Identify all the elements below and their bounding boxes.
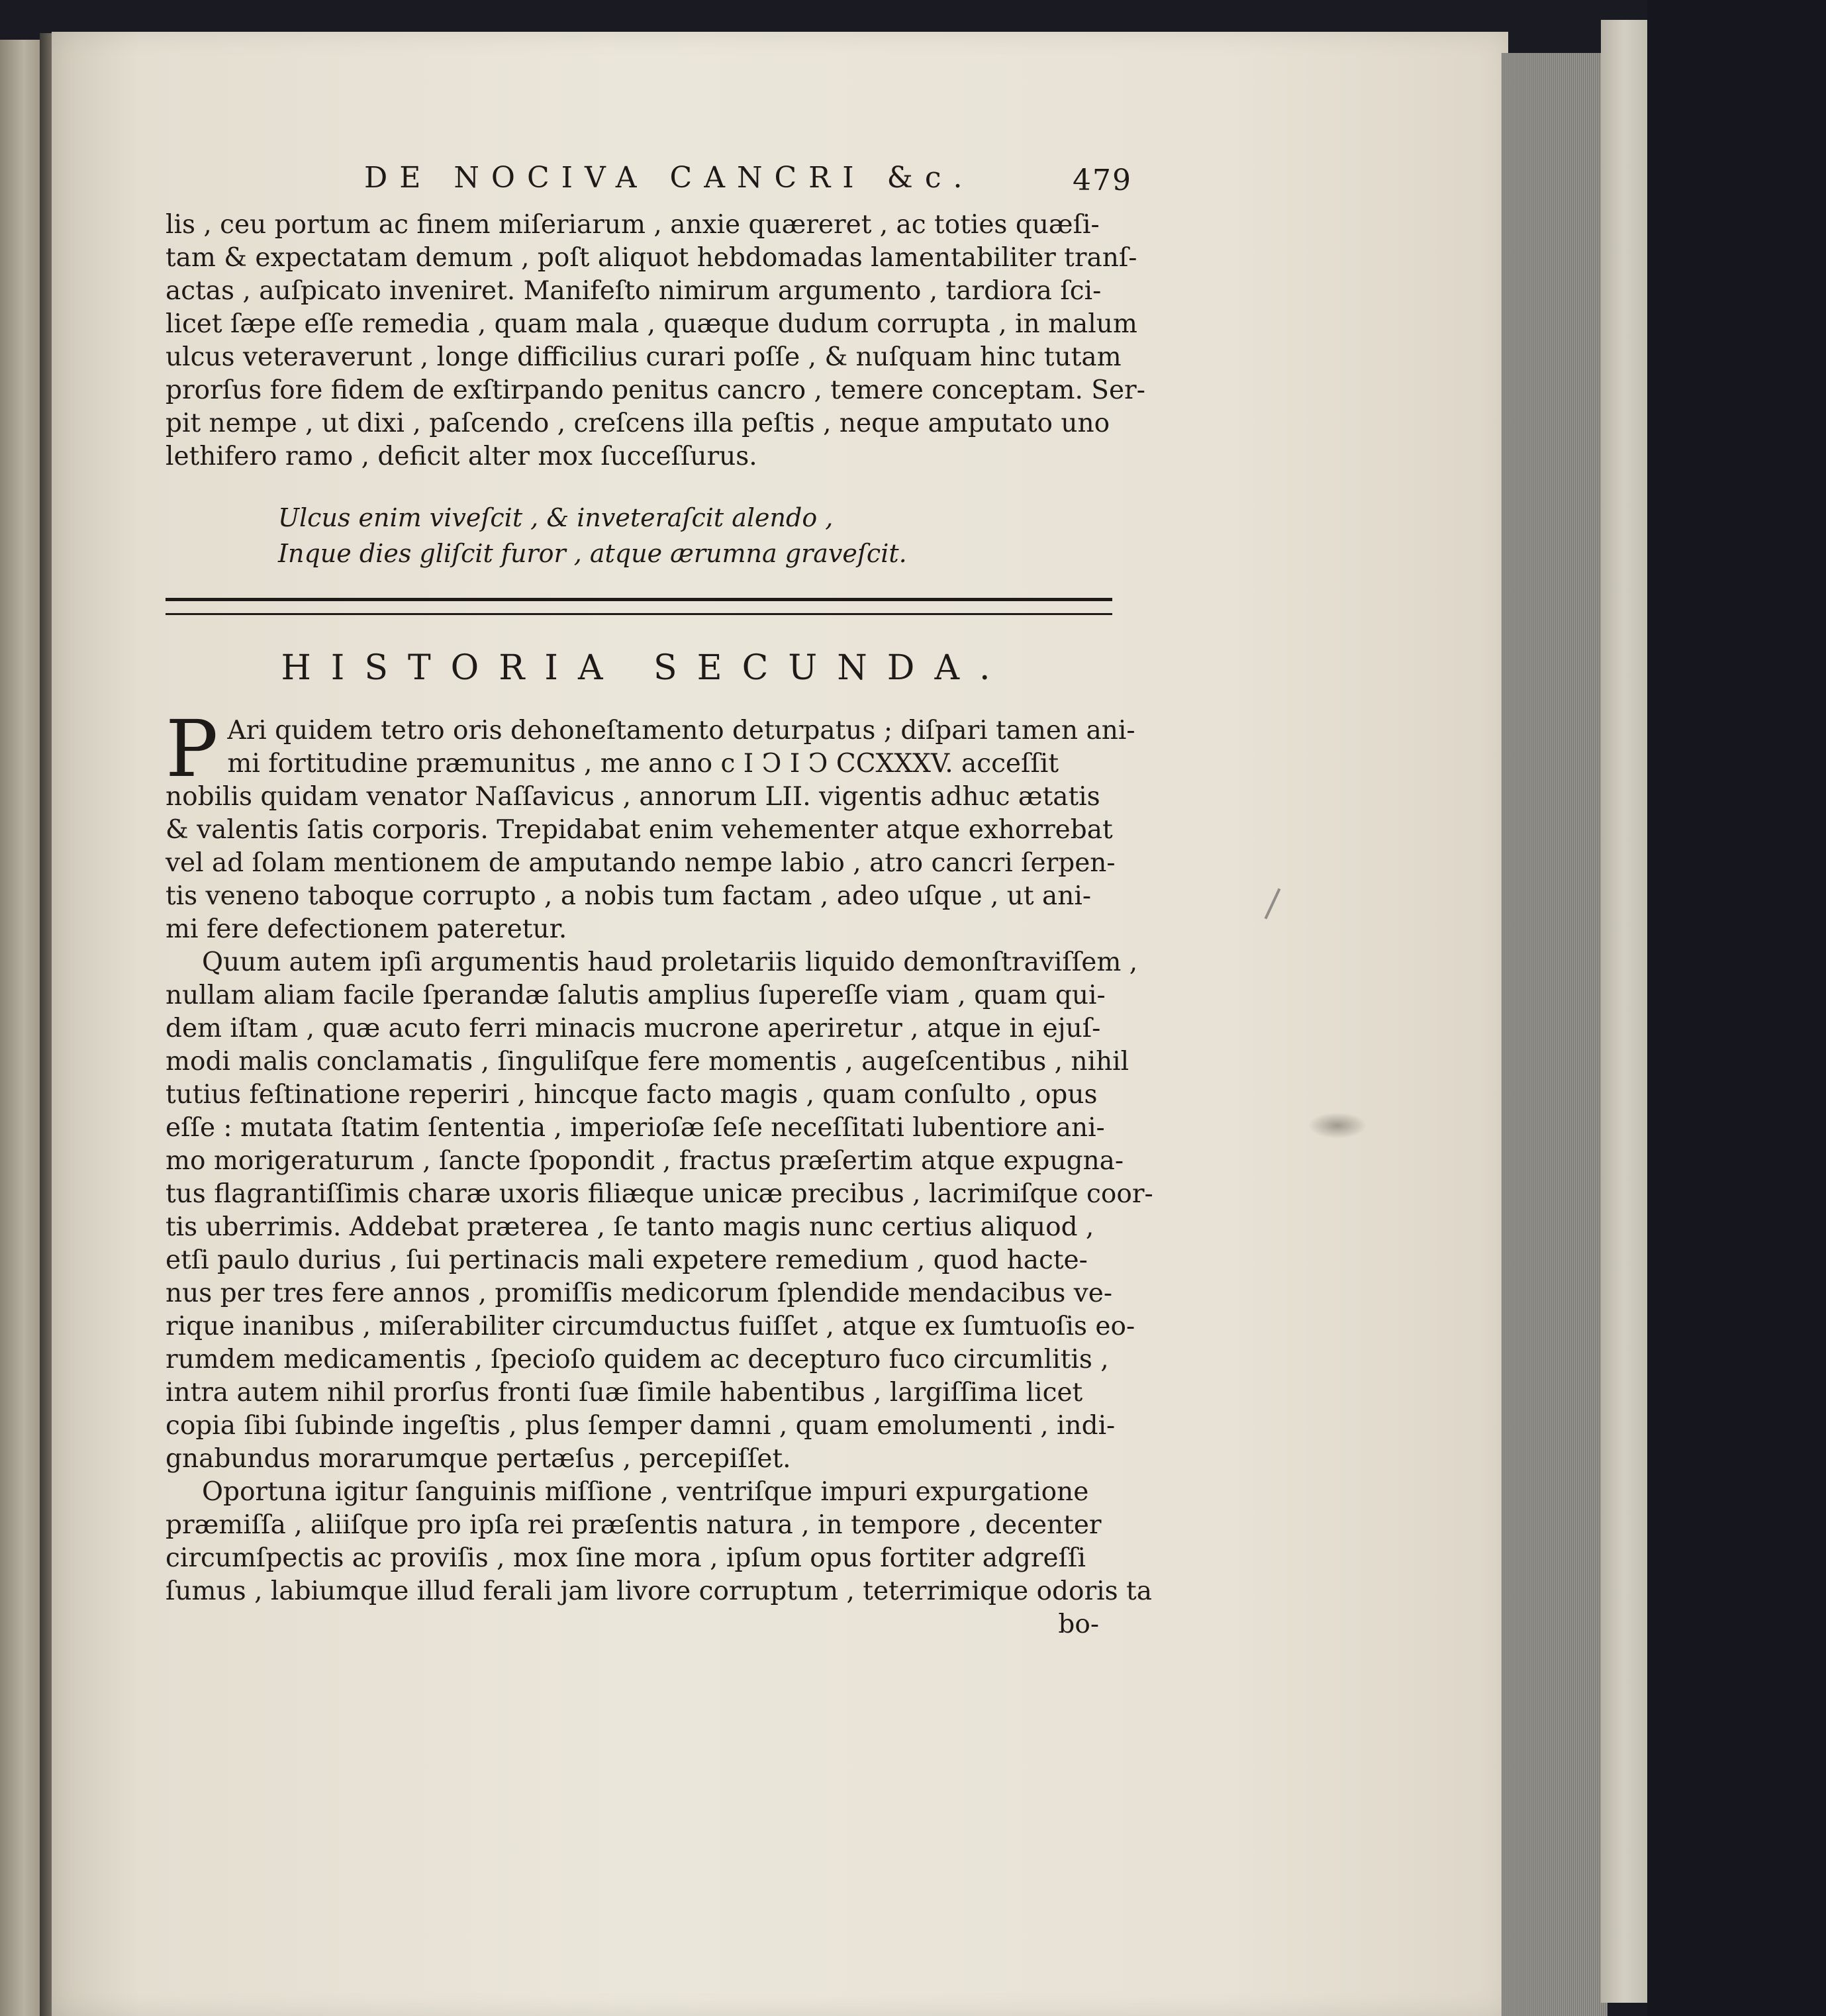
- second-paragraph: [166, 946, 1153, 1476]
- first-paragraph: [166, 703, 1135, 946]
- verse-quote: [278, 500, 1112, 571]
- text-line: tis uberrimis. Addebat præterea , ſe tanto magis nunc certius aliquod ,: [166, 1212, 1094, 1242]
- text-line: copia ſibi ſubinde ingeſtis , plus ſemper damni , quam emolumenti , indi-: [166, 1411, 1116, 1441]
- text-line: lethifero ramo , deficit alter mox ſucceſſurus.: [166, 442, 757, 471]
- text-line: ulcus veteraverunt , longe difficilius curari poſſe , & nuſquam hinc tutam: [166, 342, 1122, 372]
- drop-cap: P: [166, 703, 218, 794]
- text-line: nullam aliam facile ſperandæ ſalutis amplius ſupereſſe viam , quam qui-: [166, 981, 1106, 1010]
- text-line: pit nempe , ut dixi , paſcendo , creſcens illa peſtis , neque amputato uno: [166, 408, 1110, 438]
- ink-smudge: [1308, 1112, 1367, 1139]
- page-number: 479: [1073, 164, 1132, 197]
- text-line: Oportuna igitur ſanguinis miſſione , ventriſque impuri expurgatione: [202, 1477, 1089, 1507]
- text-line: licet ſæpe eſſe remedia , quam mala , quæque dudum corrupta , in malum: [166, 309, 1137, 339]
- verse-line: Ulcus enim viveſcit , & inveteraſcit alendo ,: [278, 503, 834, 532]
- text-line: tis veneno taboque corrupto , a nobis tum factam , adeo uſque , ut ani-: [166, 881, 1092, 911]
- background-right: [1647, 0, 1826, 2016]
- text-line: rumdem medicamentis , ſpecioſo quidem ac decepturo fuco circumlitis ,: [166, 1345, 1109, 1374]
- text-line: gnabundus morarumque pertæſus , percepiſſet.: [166, 1444, 791, 1474]
- text-line: mi fere defectionem pateretur.: [166, 914, 567, 944]
- text-line: lis , ceu portum ac finem miſeriarum , anxie quæreret , ac toties quæſi-: [166, 210, 1100, 240]
- text-line: intra autem nihil prorſus fronti ſuæ ſimile habentibus , largiſſima licet: [166, 1378, 1083, 1408]
- text-line: præmiſſa , aliiſque pro ipſa rei præſentis natura , in tempore , decenter: [166, 1510, 1102, 1540]
- page-block-edges: [1502, 53, 1608, 2016]
- verse-line: Inque dies gliſcit furor , atque ærumna graveſcit.: [278, 539, 907, 568]
- book-gutter: [40, 33, 52, 2016]
- text-line: Ari quidem tetro oris dehoneſtamento deturpatus ; diſpari tamen ani-: [227, 716, 1135, 745]
- text-line: vel ad ſolam mentionem de amputando nempe labio , atro cancri ſerpen-: [166, 848, 1116, 878]
- page-content: [166, 156, 1153, 1641]
- text-line: actas , auſpicato inveniret. Manifeſto nimirum argumento , tardiora ſci-: [166, 276, 1102, 306]
- running-head: [166, 156, 1132, 209]
- text-line: & valentis ſatis corporis. Trepidabat enim vehementer atque exhorrebat: [166, 815, 1113, 845]
- text-line: tam & expectatam demum , poſt aliquot hebdomadas lamentabiliter tranſ-: [166, 243, 1137, 273]
- text-line: tutius feſtinatione reperiri , hincque facto magis , quam conſulto , opus: [166, 1080, 1098, 1110]
- text-line: mo morigeraturum , ſancte ſpopondit , fractus præſertim atque expugna-: [166, 1146, 1124, 1176]
- text-line: modi malis conclamatis , ſinguliſque fere momentis , augeſcentibus , nihil: [166, 1047, 1129, 1077]
- catchword: bo-: [1058, 1609, 1099, 1639]
- left-page-edge: [0, 40, 40, 2016]
- section-rule: [166, 598, 1112, 615]
- text-line: dem iſtam , quæ acuto ferri minacis mucrone aperiretur , atque in ejuſ-: [166, 1014, 1101, 1043]
- text-line: nobilis quidam venator Naſſavicus , annorum LII. vigentis adhuc ætatis: [166, 782, 1100, 812]
- cover-edge: [1601, 20, 1647, 2003]
- third-paragraph: [166, 1476, 1152, 1608]
- text-line: ſumus , labiumque illud ferali jam livore corruptum , teterrimique odoris ta: [166, 1576, 1152, 1606]
- main-text: [166, 703, 1153, 1641]
- section-heading: HISTORIA SECUNDA.: [281, 648, 1010, 688]
- text-line: etſi paulo durius , ſui pertinacis mali expetere remedium , quod hacte-: [166, 1245, 1088, 1275]
- text-line: eſſe : mutata ſtatim ſententia , imperioſæ ſeſe neceſſitati lubentiore ani-: [166, 1113, 1105, 1143]
- running-title: DE NOCIVA CANCRI &c.: [364, 161, 975, 195]
- text-line: prorſus fore fidem de exſtirpando penitus cancro , temere conceptam. Ser-: [166, 375, 1145, 405]
- intro-paragraph: [166, 209, 1145, 473]
- text-line: circumſpectis ac proviſis , mox ſine mora , ipſum opus fortiter adgreſſi: [166, 1543, 1086, 1573]
- text-line: nus per tres fere annos , promiſſis medicorum ſplendide mendacibus ve-: [166, 1278, 1113, 1308]
- text-line: tus flagrantiſſimis charæ uxoris filiæque unicæ precibus , lacrimiſque coor-: [166, 1179, 1153, 1209]
- text-line: mi fortitudine præmunitus , me anno c I Ↄ I Ↄ CCXXXV. acceſſit: [227, 749, 1059, 779]
- text-line: Quum autem ipſi argumentis haud proletariis liquido demonſtraviſſem ,: [202, 947, 1138, 977]
- text-line: rique inanibus , miſerabiliter circumductus fuiſſet , atque ex ſumtuoſis eo-: [166, 1312, 1135, 1341]
